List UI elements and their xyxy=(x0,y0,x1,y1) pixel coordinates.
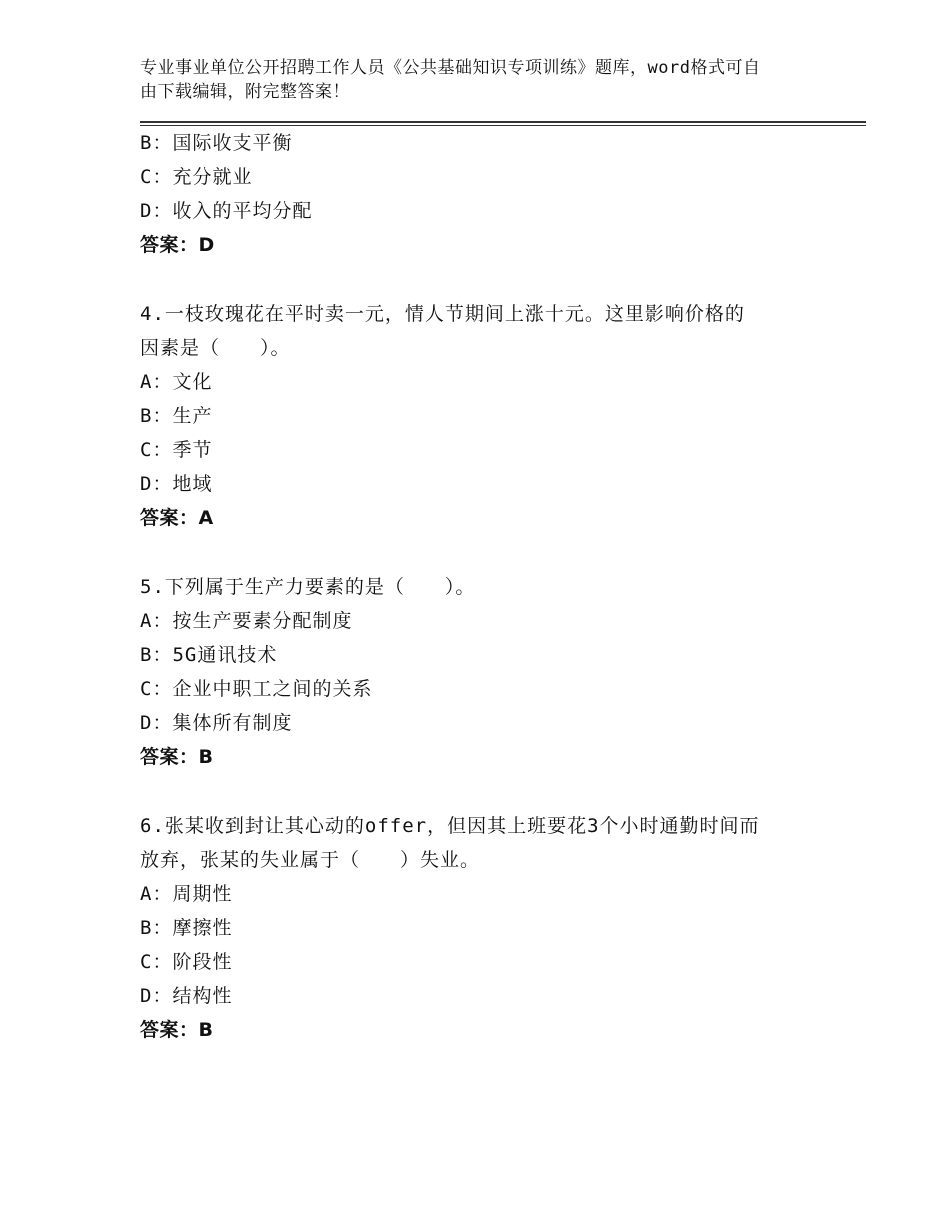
question-4-option-b: B：生产 xyxy=(140,405,213,427)
question-5-option-b: B：5G通讯技术 xyxy=(140,644,278,666)
question-5-option-c: C：企业中职工之间的关系 xyxy=(140,678,373,700)
header-divider-thin xyxy=(140,125,866,126)
question-5-answer: 答案：B xyxy=(140,746,214,768)
question-6-option-d: D：结构性 xyxy=(140,985,233,1007)
question-6-option-c: C：阶段性 xyxy=(140,951,233,973)
header-divider xyxy=(140,121,866,123)
header-line-2: 由下载编辑，附完整答案！ xyxy=(140,82,350,102)
question-4-text-line-2: 因素是（ ）。 xyxy=(140,337,291,359)
question-4-text-line-1: 4.一枝玫瑰花在平时卖一元，情人节期间上涨十元。这里影响价格的 xyxy=(140,303,745,325)
question-6-option-b: B：摩擦性 xyxy=(140,917,233,939)
question-6-answer: 答案：B xyxy=(140,1019,214,1041)
option-c: C：充分就业 xyxy=(140,166,253,188)
question-4-option-a: A：文化 xyxy=(140,371,213,393)
document-header xyxy=(140,56,820,104)
question-5-text: 5.下列属于生产力要素的是（ ）。 xyxy=(140,576,476,598)
question-4-option-c: C：季节 xyxy=(140,439,213,461)
option-d: D：收入的平均分配 xyxy=(140,200,313,222)
question-6-text-line-1: 6.张某收到封让其心动的offer，但因其上班要花3个小时通勤时间而 xyxy=(140,815,760,837)
question-5-option-d: D：集体所有制度 xyxy=(140,712,293,734)
option-b: B：国际收支平衡 xyxy=(140,132,293,154)
header-line-1: 专业事业单位公开招聘工作人员《公共基础知识专项训练》题库，word格式可自 xyxy=(140,58,761,78)
question-5-option-a: A：按生产要素分配制度 xyxy=(140,610,353,632)
question-4-answer: 答案：A xyxy=(140,507,214,529)
question-4-option-d: D：地域 xyxy=(140,473,213,495)
answer: 答案：D xyxy=(140,234,215,256)
question-6-text-line-2: 放弃，张某的失业属于（ ）失业。 xyxy=(140,849,481,871)
question-6-option-a: A：周期性 xyxy=(140,883,233,905)
